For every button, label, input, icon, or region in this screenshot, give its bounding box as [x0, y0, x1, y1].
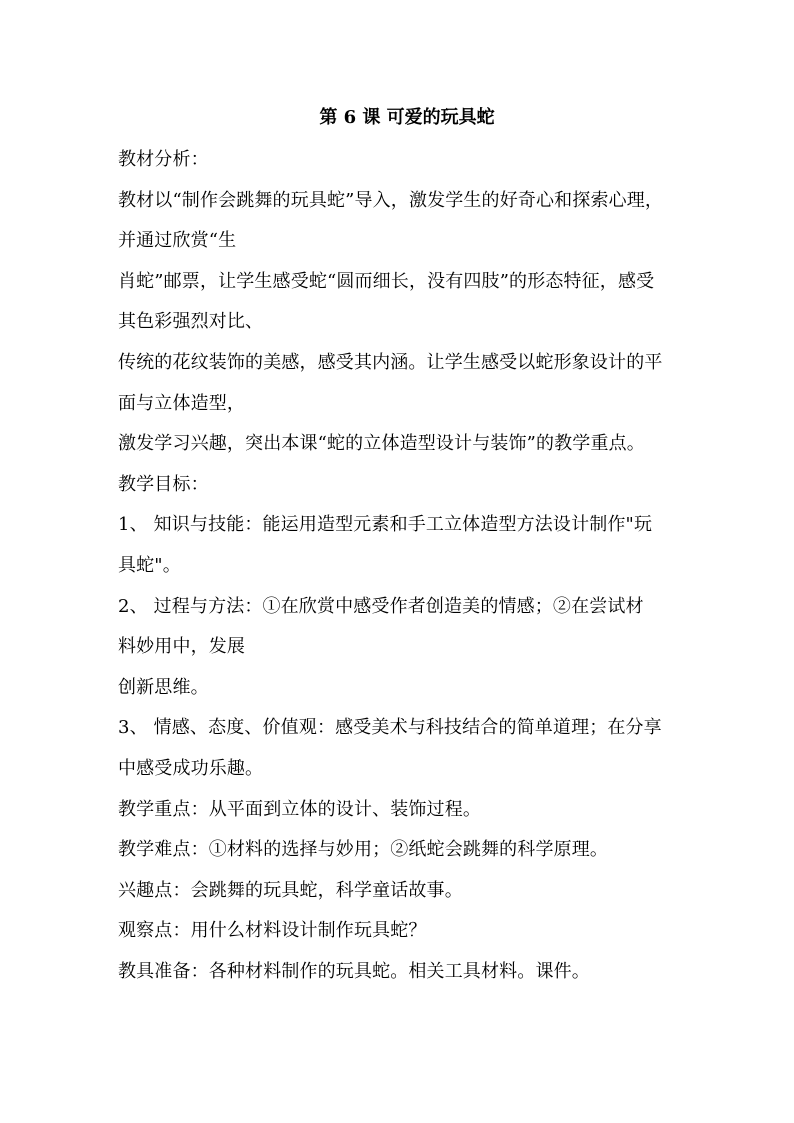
interest-point: 兴趣点：会跳舞的玩具蛇，科学童话故事。 — [118, 879, 463, 901]
paragraph-line: 激发学习兴趣，突出本课“蛇的立体造型设计与装饰”的教学重点。 — [118, 433, 645, 455]
teaching-key-point: 教学重点：从平面到立体的设计、装饰过程。 — [118, 798, 481, 820]
paragraph-line: 面与立体造型， — [118, 392, 246, 414]
teaching-difficulty: 教学难点：①材料的选择与妙用；②纸蛇会跳舞的科学原理。 — [118, 839, 609, 861]
goal-item-1: 1、 知识与技能：能运用造型元素和手工立体造型方法设计制作"玩 — [118, 514, 653, 536]
lesson-title: 第 6 课 可爱的玩具蛇 — [319, 107, 495, 128]
observation-point: 观察点：用什么材料设计制作玩具蛇？ — [118, 920, 427, 942]
section-heading-material-analysis: 教材分析： — [118, 149, 209, 170]
paragraph-line: 其色彩强烈对比、 — [118, 311, 264, 333]
goal-item-2-continued: 创新思维。 — [118, 676, 209, 698]
goal-item-2-continued: 料妙用中，发展 — [118, 636, 246, 658]
paragraph-line: 教材以“制作会跳舞的玩具蛇”导入，激发学生的好奇心和探索心理， — [118, 189, 664, 211]
document-body — [118, 148, 683, 1000]
goal-item-2: 2、 过程与方法：①在欣赏中感受作者创造美的情感；②在尝试材 — [118, 595, 644, 617]
goal-item-3-continued: 中感受成功乐趣。 — [118, 757, 264, 779]
paragraph-line: 肖蛇”邮票，让学生感受蛇“圆而细长，没有四肢”的形态特征，感受 — [118, 270, 655, 292]
goal-item-3: 3、 情感、态度、价值观：感受美术与科技结合的简单道理；在分享 — [118, 717, 662, 739]
teaching-aids: 教具准备：各种材料制作的玩具蛇。相关工具材料。课件。 — [118, 960, 590, 982]
section-heading-teaching-goals: 教学目标： — [118, 473, 209, 495]
paragraph-line: 并通过欣赏“生 — [118, 230, 237, 252]
paragraph-line: 传统的花纹装饰的美感，感受其内涵。让学生感受以蛇形象设计的平 — [118, 351, 663, 373]
goal-item-1-continued: 具蛇"。 — [118, 554, 181, 576]
